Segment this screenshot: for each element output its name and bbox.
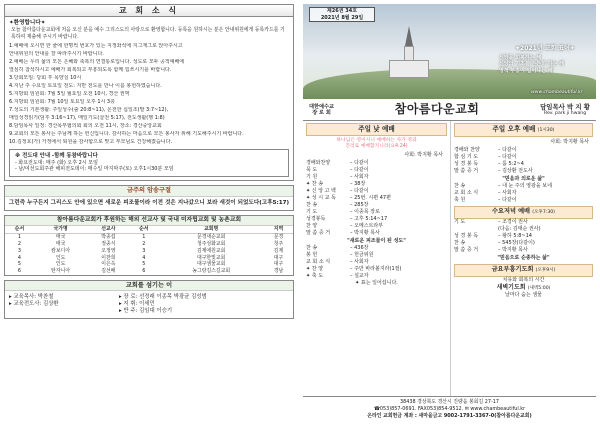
mission-cell: 4 [17,254,22,261]
order-item: 성 경 봉 독 [454,233,479,240]
sunday-service-verse: 하나님은 영이시니 예배하는 자가 영과 진리로 예배할지니라(요4:24) [336,137,417,149]
mission-cell: 이은옥 [101,261,116,268]
order-value: – 내 눈 주의 영광을 보네 [498,183,552,190]
order-item: 찬 송 [306,245,318,252]
afternoon-order-list-2 [454,183,593,204]
order-item: 찬 양 [306,223,318,230]
memory-verse-box [4,185,294,211]
mission-cell: 태국 [55,241,66,248]
order-value: – 다같이 [350,188,369,195]
order-value: – 오메스트라부 [350,223,384,230]
order-value: – 다같이 [350,160,369,167]
hero-image [303,4,596,99]
order-value: – 545장(다같이) [498,240,535,247]
order-item: 묵 도 [306,167,318,174]
church-banner [303,99,596,121]
notice-box [4,17,294,181]
mission-cell: 태국 [55,234,66,241]
schedule-line: - 화요전도대: 매주 (화) 오후 2시 모임 [15,159,98,166]
order-value: – 박지황 목사 [498,247,528,254]
order-item: 찬 송 [306,202,318,209]
mission-box [4,215,294,276]
order-item: 경배와찬양 [306,160,331,167]
order-value: – 다같이 [498,154,517,161]
mission-cell: 대구 [273,254,284,261]
notice-item: 6.지방회 임원회: 7월 10일 토요일 오후 1시 3층 [9,99,115,106]
order-item: ✦ 성 시 교 독 [306,195,336,202]
order-item: ✦ 축 도 [306,273,324,280]
other-services-column [451,121,596,396]
schedule-line: - 남/여선도회주관 해피전도데이: 매수일 마지막주(토) 오후1시30분 모임 [15,166,174,173]
order-item: ✦ 찬 송 [306,181,324,188]
mission-cell: 박종섭 [101,234,116,241]
wednesday-order-list [454,219,593,254]
afternoon-sermon-title: "믿음과 의로운 삶" [502,176,545,183]
order-value: – 38장 [350,181,366,188]
staff-line: ▸ 장 로: 선정래 이종목 박광균 김성범 [119,293,207,300]
mission-header-row [5,226,293,234]
afternoon-leader: 사회: 박지황 목사 [550,138,589,145]
notice-title: 교 회 소 식 [4,4,294,17]
right-panel [303,4,596,420]
order-value: – 룸 5:2~4 [498,161,524,168]
mission-cell: 인도 [55,254,66,261]
church-name: 참아름다운교회 [394,102,480,116]
mission-cell: 대구샘물교회 [196,261,226,268]
notice-item: 매일성경읽기(딤후 3:16~17), 매일기도(살전 5:17), 전도생활(행 1:8) [9,115,165,122]
dawn-prayer-title: 새벽기도회 (새벽5:00) [496,284,551,292]
mission-row [5,248,293,255]
welcome-heading: ✦환영합니다✦ [9,20,46,26]
order-row [454,168,593,175]
mission-cell: 문경새순교회 [196,234,226,241]
mission-cell: 1 [142,234,146,241]
order-item: 성경봉독 [306,216,326,223]
mission-title: 참아름다운교회가 후원하는 해외 선교사 및 국내 미자립교회 및 농촌교회 [5,216,293,226]
order-value: – 다같이 [350,167,369,174]
motto-line: 영적 부흥이 일어나는 해 [499,67,553,74]
church-contact: ☎053)857-0691. FAX053)854-9512. ✉ www.chambeautiful.kr [373,405,526,412]
mission-row [5,261,293,268]
mission-header: 순서 [129,226,158,234]
order-item: 말 씀 증 거 [306,230,331,237]
mission-cell: 김제 [273,247,284,254]
evangelism-schedule [9,149,289,177]
order-row [306,167,447,174]
mission-row [5,234,293,241]
staff-line: ▸ 반 주: 김임대 이승기 [119,307,173,314]
order-item: 교 회 소 식 [306,259,331,266]
mission-cell: 대구한빛교회 [196,254,226,261]
order-value: – 25번. 시편 47편 [350,195,391,202]
sunday-order-list [306,160,447,237]
order-item: 교 회 소 식 [454,190,479,197]
pastor-name: 담임목사 박 지 황 [540,102,590,111]
mission-cell: 김제에원교회 [196,247,226,254]
mission-cell: 정종식 [101,241,116,248]
order-item: ✦ 찬 양 [306,266,324,273]
issue-date: 2021년 8월 29일 [320,14,364,21]
order-value: – 왕하 5:8~14 [498,233,532,240]
schedule-heading: ※ 전도대 안내 -함께 동참바랍니다 [15,152,98,159]
mission-cell: 5 [142,261,146,268]
sunday-order-list-2 [306,245,447,280]
mission-cell: 1 [17,234,22,241]
mission-header: 순서 [5,226,34,234]
order-value: – 조경이 권사 [498,219,528,226]
staff-column [9,294,119,315]
service-columns [303,121,596,396]
order-value: – 사회자 [350,174,369,181]
staff-column [119,294,289,315]
sunday-service-title: 주일 낮 예배 [306,123,447,136]
mission-cell: 청주 [273,241,284,248]
order-row [306,266,447,273]
notice-item: 1.예배에 오시면 한 줄에 한명씩 번호가 있는 지정좌석에 지그재그로 앉아주시고 [9,43,183,50]
order-value: (다음: 김태순 권사) [498,226,541,233]
afternoon-service-title: 주일 오후 예배 (1시30) [454,123,593,137]
mission-header: 지역 [264,226,293,234]
order-value: – 285장 [350,202,369,209]
sermon-title-wrap [306,237,447,245]
church-building-icon [399,26,419,81]
mission-header: 선교사 [87,226,129,234]
pastor-english-name: Rev. park ji hwang [543,110,587,116]
dawn-prayer-text: 날마다 숨는 샘물 [505,292,542,299]
denomination [309,104,334,116]
order-value: – 박지황 목사 [350,230,380,237]
mission-cell: 경남 [273,268,284,275]
order-item: 기 도 [306,209,318,216]
order-item: 찬 송 [454,240,466,247]
staff-line: ▸ 교육목사: 박찬철 [9,293,54,300]
order-value: – 다같이 [498,147,517,154]
left-panel [4,4,294,420]
order-row [454,247,593,254]
mission-cell: 2 [17,241,22,248]
order-row [306,245,447,252]
order-value: – 사회자 [498,190,517,197]
mission-cell: 5 [17,261,22,268]
order-row [306,195,447,202]
notice-item: 7.성도의 기본생활: 주일성수(출 20:8~11), 온전한 십일조(말 3:7~12), [9,107,169,114]
sermon-title: "새로운 피조물이 된 성도" [347,238,406,245]
issue-box [309,7,375,22]
mission-cell: 문경 [273,234,284,241]
order-value: – 김상환 전도사 [498,168,533,175]
denomination-line: 장 로 회 [312,109,331,116]
friday-prayer-text: 치유와 회복의 시간 [502,277,545,284]
issue-number: 제26권 34호 [326,8,358,14]
notice-item: 안내위원의 안내를 잘 따라주시기 바랍니다. [9,51,104,58]
memory-verse-title: 금주의 암송구절 [5,186,293,197]
staff-box [4,280,294,319]
mission-cell: 김선배 [101,268,116,275]
order-item: 합 심 기 도 [454,154,479,161]
order-row [306,174,447,181]
order-row [454,197,593,204]
notice-item: 열심히 참석하시고 예배가 회복되고 부흥되도록 함께 힘쓰시기를 바랍니다. [9,67,172,74]
mission-cell: 6 [142,268,146,275]
offering-account: 온라인 교회헌금 계좌 : 새마을금고 9002-1791-3367-0(참아름다운교회) [367,412,532,419]
mission-cell: 3 [17,247,22,254]
order-item: 경배와 찬양 [454,147,480,154]
order-row [306,160,447,167]
staff-line: ▸ 지 휘: 이세민 [119,300,155,307]
order-value: – 다같이 [498,197,517,204]
notice-item: 9.교회의 모든 봉사는 주님께 하는 헌신입니다. 감사하는 마음으로 모든 봉사자 위해 기도해주시기 바랍니다. [9,131,244,138]
wednesday-sermon-title: "믿음으로 순종하는 삶" [497,255,550,262]
mission-cell: 4 [142,254,146,261]
order-value: – 사회자 [350,259,369,266]
mission-cell: 인도 [55,261,66,268]
afternoon-order-list [454,147,593,175]
order-item: 기 도 [454,219,466,226]
mission-cell: 청주성화교회 [196,241,226,248]
mission-cell: 농그랑길스길교회 [192,268,231,275]
notice-item: 5.지방회 임원회: 7월 5일 월요일 오전 10시, 경산 권역 [9,91,130,98]
mission-cell: 6 [17,268,22,275]
mission-cell: 오정영 [101,247,116,254]
sunday-leader: 사회: 박지황 목사 [404,151,443,158]
order-item: ✦ 신 앙 고 백 [306,188,336,195]
mission-row [5,241,293,248]
order-value: – 주만 바라볼지라(1절) [350,266,402,273]
sunday-service-column [303,121,451,396]
church-motto [499,45,591,74]
motto-year: ✦2021년 교회 표어✦ [515,45,575,52]
order-item: 말 씀 증 거 [454,168,479,175]
notice-item: 4.지난 주 수요일 토요일 전도: 지반 전도를 만나 이름 봉헌하였습니다. [9,83,162,90]
staff-body [5,291,293,318]
notice-item: 3.당회모임: 당회 후 목양실 10시 [9,75,82,82]
notice-list [9,43,289,146]
order-item: 말 씀 증 거 [454,247,479,254]
order-value: – 헌금위원 [350,252,374,259]
order-value: – 이종목 장로 [350,209,380,216]
notice-item: 2.예배는 우리 삶의 모든 은혜와 축복의 연결통로입니다. 성도로 모두 공적예배에 [9,59,185,66]
staff-title: 교회를 섬기는 이 [5,281,293,291]
mission-header: 교회명 [158,226,264,234]
welcome-text: 오늘 참아름다운교회에 처음 오신 분을 예수 그리스도의 사랑으로 환영합니다. 등록을 원하시는 분은 안내위원에게 등록카드를 기록하여 제출해 주시기 바랍니다. [11,27,285,40]
order-value: – 설교자 [350,273,369,280]
church-address: 38438 경상북도 경산시 진량읍 봉회길 27-17 [400,398,499,405]
denomination-line: 대한예수교 [309,103,335,110]
order-item: 성 경 봉 독 [454,161,479,168]
order-item: 기 원 [306,174,318,181]
mission-table-body [5,234,293,275]
mission-table [5,226,293,275]
order-item: 봉 헌 [306,252,318,259]
memory-verse-text: 그런즉 누구든지 그리스도 안에 있으면 새로운 피조물이라 이전 것은 지나갔으니 보라 새것이 되었도다(고후5:17) [8,199,290,206]
mission-cell: 2 [142,241,146,248]
motto-line: 신앙의 기초를 튼튼히 하는 해 [499,61,564,68]
hero-website: www.chambeautiful.kr [531,90,583,96]
order-value: – 436장 [350,245,369,252]
pastor [540,103,590,117]
friday-prayer-title: 금요부흥기도회 (오후9시) [454,264,593,277]
order-row [306,230,447,237]
mission-header: 국가명 [34,226,87,234]
order-row [454,190,593,197]
wednesday-service-title: 수요저녁 예배 (오후7:30) [454,206,593,219]
order-item: 찬 송 [454,183,466,190]
mission-cell: 대구 [273,261,284,268]
mission-row [5,254,293,261]
stand-note-wrap [306,280,447,287]
notice-item: 8.담임목사 일정: 경산목부협의회 회의 오전 11시, 장소: 경산중앙교회 [9,123,162,130]
bulletin-footer [303,396,596,420]
mission-cell: 탄자니아 [51,268,71,275]
order-item: 축 원 [454,197,466,204]
stand-note: ✦ 표는 일어섭니다. [355,280,398,287]
mission-row [5,268,293,275]
mission-cell: 이찬희 [101,254,116,261]
staff-line: ▸ 교육전도사: 김상환 [9,300,59,307]
notice-item: 10.김정호(가) 가정에서 퇴원을 감사함으로 맞고 부모님도 건강해졌습니다. [9,139,173,146]
motto-line: 신앙을 회복하는 해 [499,54,542,61]
mission-cell: 3 [142,247,146,254]
mission-cell: 캄보디아 [51,247,71,254]
order-value: – 고후 5:14~17 [350,216,388,223]
